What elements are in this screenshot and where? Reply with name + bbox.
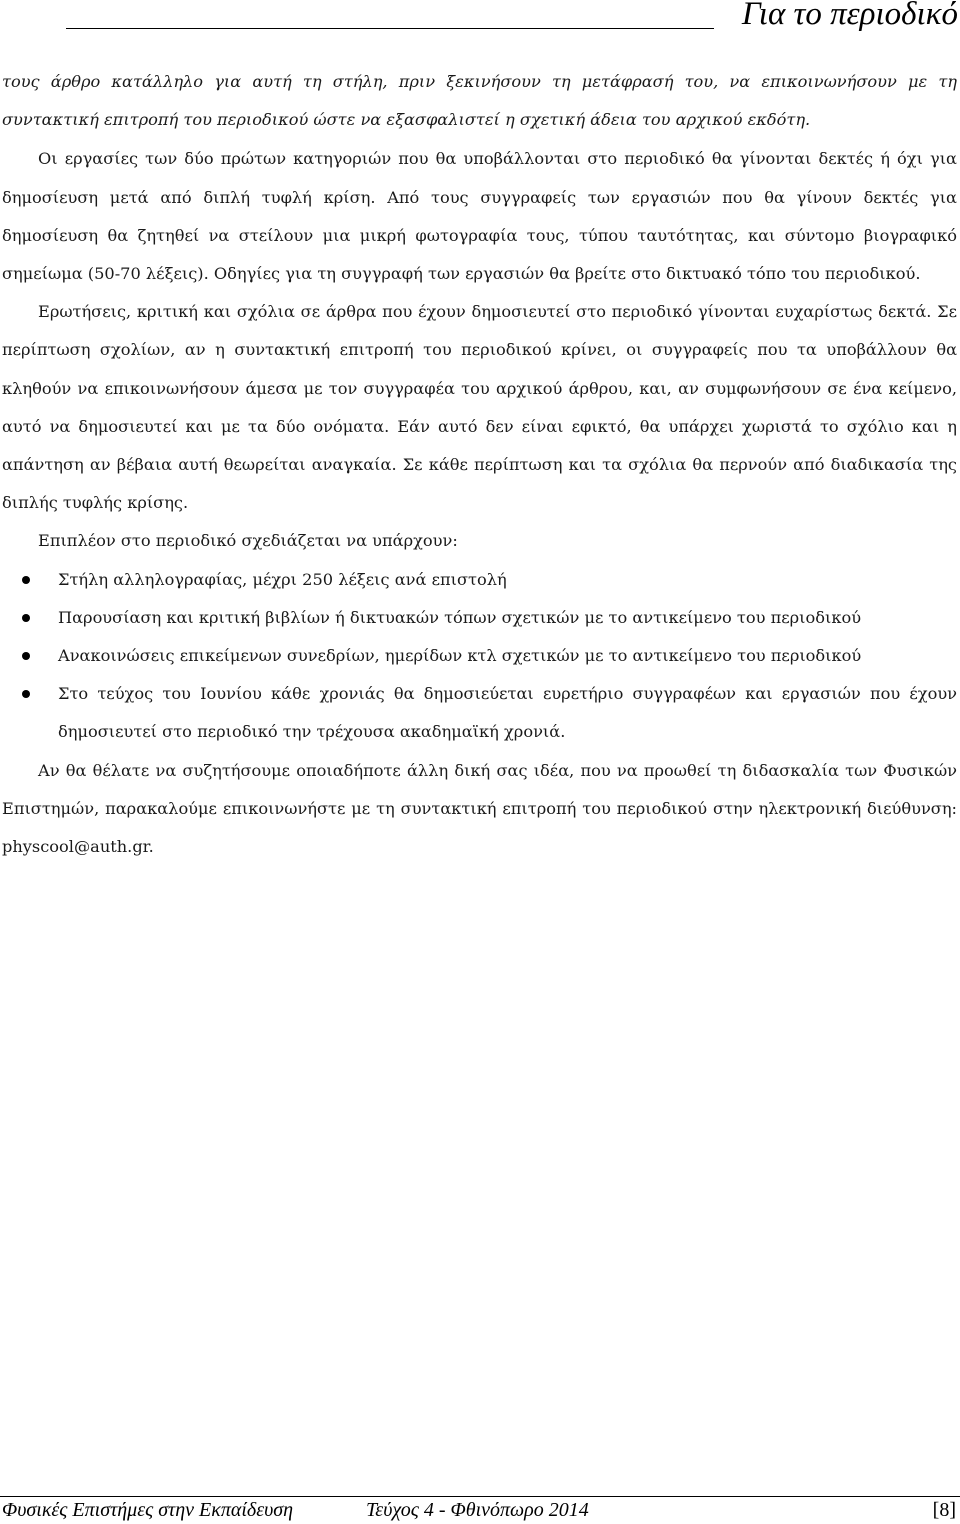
list-item-text: Παρουσίαση και κριτική βιβλίων ή δικτυακών τόπων σχετικών με το αντικείμενο του περιοδικού	[58, 607, 862, 627]
page-footer	[0, 1496, 960, 1524]
bullet-icon	[22, 652, 30, 660]
intro-paragraph: τους άρθρο κατάλληλο για αυτή τη στήλη, πριν ξεκινήσουν τη μετάφρασή του, να επικοινωνήσουν με τη συντακτική επιτροπή του περιοδικού ώστε να εξασφαλιστεί η σχετική άδεια του αρχικού εκδότη.	[2, 72, 957, 130]
closing-paragraph: Αν θα θέλατε να συζητήσουμε οποιαδήποτε άλλη δική σας ιδέα, που να προωθεί τη διδασκαλία των Φυσικών Επιστημών, παρακαλούμε επικοινωνήστε με τη συντακτική επιτροπή του περιοδικού στην ηλεκτρονική διεύθυνση: physcool@auth.gr.	[2, 760, 957, 857]
list-item	[2, 637, 957, 675]
article-body	[2, 63, 957, 866]
bullet-icon	[22, 614, 30, 622]
header-rule	[66, 28, 714, 29]
page-header	[0, 0, 960, 40]
list-intro: Επιπλέον στο περιοδικό σχεδιάζεται να υπάρχουν:	[38, 531, 458, 551]
footer-journal-name: Φυσικές Επιστήμες στην Εκπαίδευση	[2, 1499, 294, 1521]
features-list	[2, 561, 957, 752]
bullet-icon	[22, 576, 30, 584]
list-item	[2, 675, 957, 751]
list-item	[2, 561, 957, 599]
list-item-text: Στο τεύχος του Ιουνίου κάθε χρονιάς θα δημοσιεύεται ευρετήριο συγγραφέων και εργασιών που έχουν δημοσιευτεί στο περιοδικό την τρέχουσα ακαδημαϊκή χρονιά.	[58, 684, 957, 742]
comments-paragraph: Ερωτήσεις, κριτική και σχόλια σε άρθρα που έχουν δημοσιευτεί στο περιοδικό γίνονται ευχαρίστως δεκτά. Σε περίπτωση σχολίων, αν η συντακτική επιτροπή του περιοδικού κρίνει, οι συγγραφείς που τα υποβάλλουν θα κληθούν να επικοινωνήσουν άμεσα με τον συγγραφέα του αρχικού άρθρου, και, αν συμφωνήσουν σε ένα κείμενο, αυτό να δημοσιευτεί και με τα δύο ονόματα. Εάν αυτό δεν είναι εφικτό, θα υπάρχει χωριστά το σχόλιο και η απάντηση αν βέβαια αυτή θεωρείται αναγκαία. Σε κάθε περίπτωση και τα σχόλια θα περνούν από διαδικασία της διπλής τυφλής κρίσης.	[2, 302, 957, 513]
section-title: Για το περιοδικό	[741, 0, 958, 32]
page-number: [8]	[932, 1499, 956, 1521]
footer-issue: Τεύχος 4 - Φθινόπωρο 2014	[366, 1499, 589, 1521]
list-item-text: Ανακοινώσεις επικείμενων συνεδρίων, ημερίδων κτλ σχετικών με το αντικείμενο του περιοδικού	[58, 646, 862, 666]
footer-rule	[0, 1496, 960, 1497]
review-paragraph: Οι εργασίες των δύο πρώτων κατηγοριών που θα υποβάλλονται στο περιοδικό θα γίνονται δεκτές ή όχι για δημοσίευση μετά από διπλή τυφλή κρίση. Από τους συγγραφείς των εργασιών που θα γίνουν δεκτές για δημοσίευση θα ζητηθεί να στείλουν μια μικρή φωτογραφία τους, τύπου ταυτότητας, και σύντομο βιογραφικό σημείωμα (50-70 λέξεις). Οδηγίες για τη συγγραφή των εργασιών θα βρείτε στο δικτυακό τόπο του περιοδικού.	[2, 149, 957, 284]
bullet-icon	[22, 690, 30, 698]
list-item-text: Στήλη αλληλογραφίας, μέχρι 250 λέξεις ανά επιστολή	[58, 569, 507, 589]
list-item	[2, 599, 957, 637]
